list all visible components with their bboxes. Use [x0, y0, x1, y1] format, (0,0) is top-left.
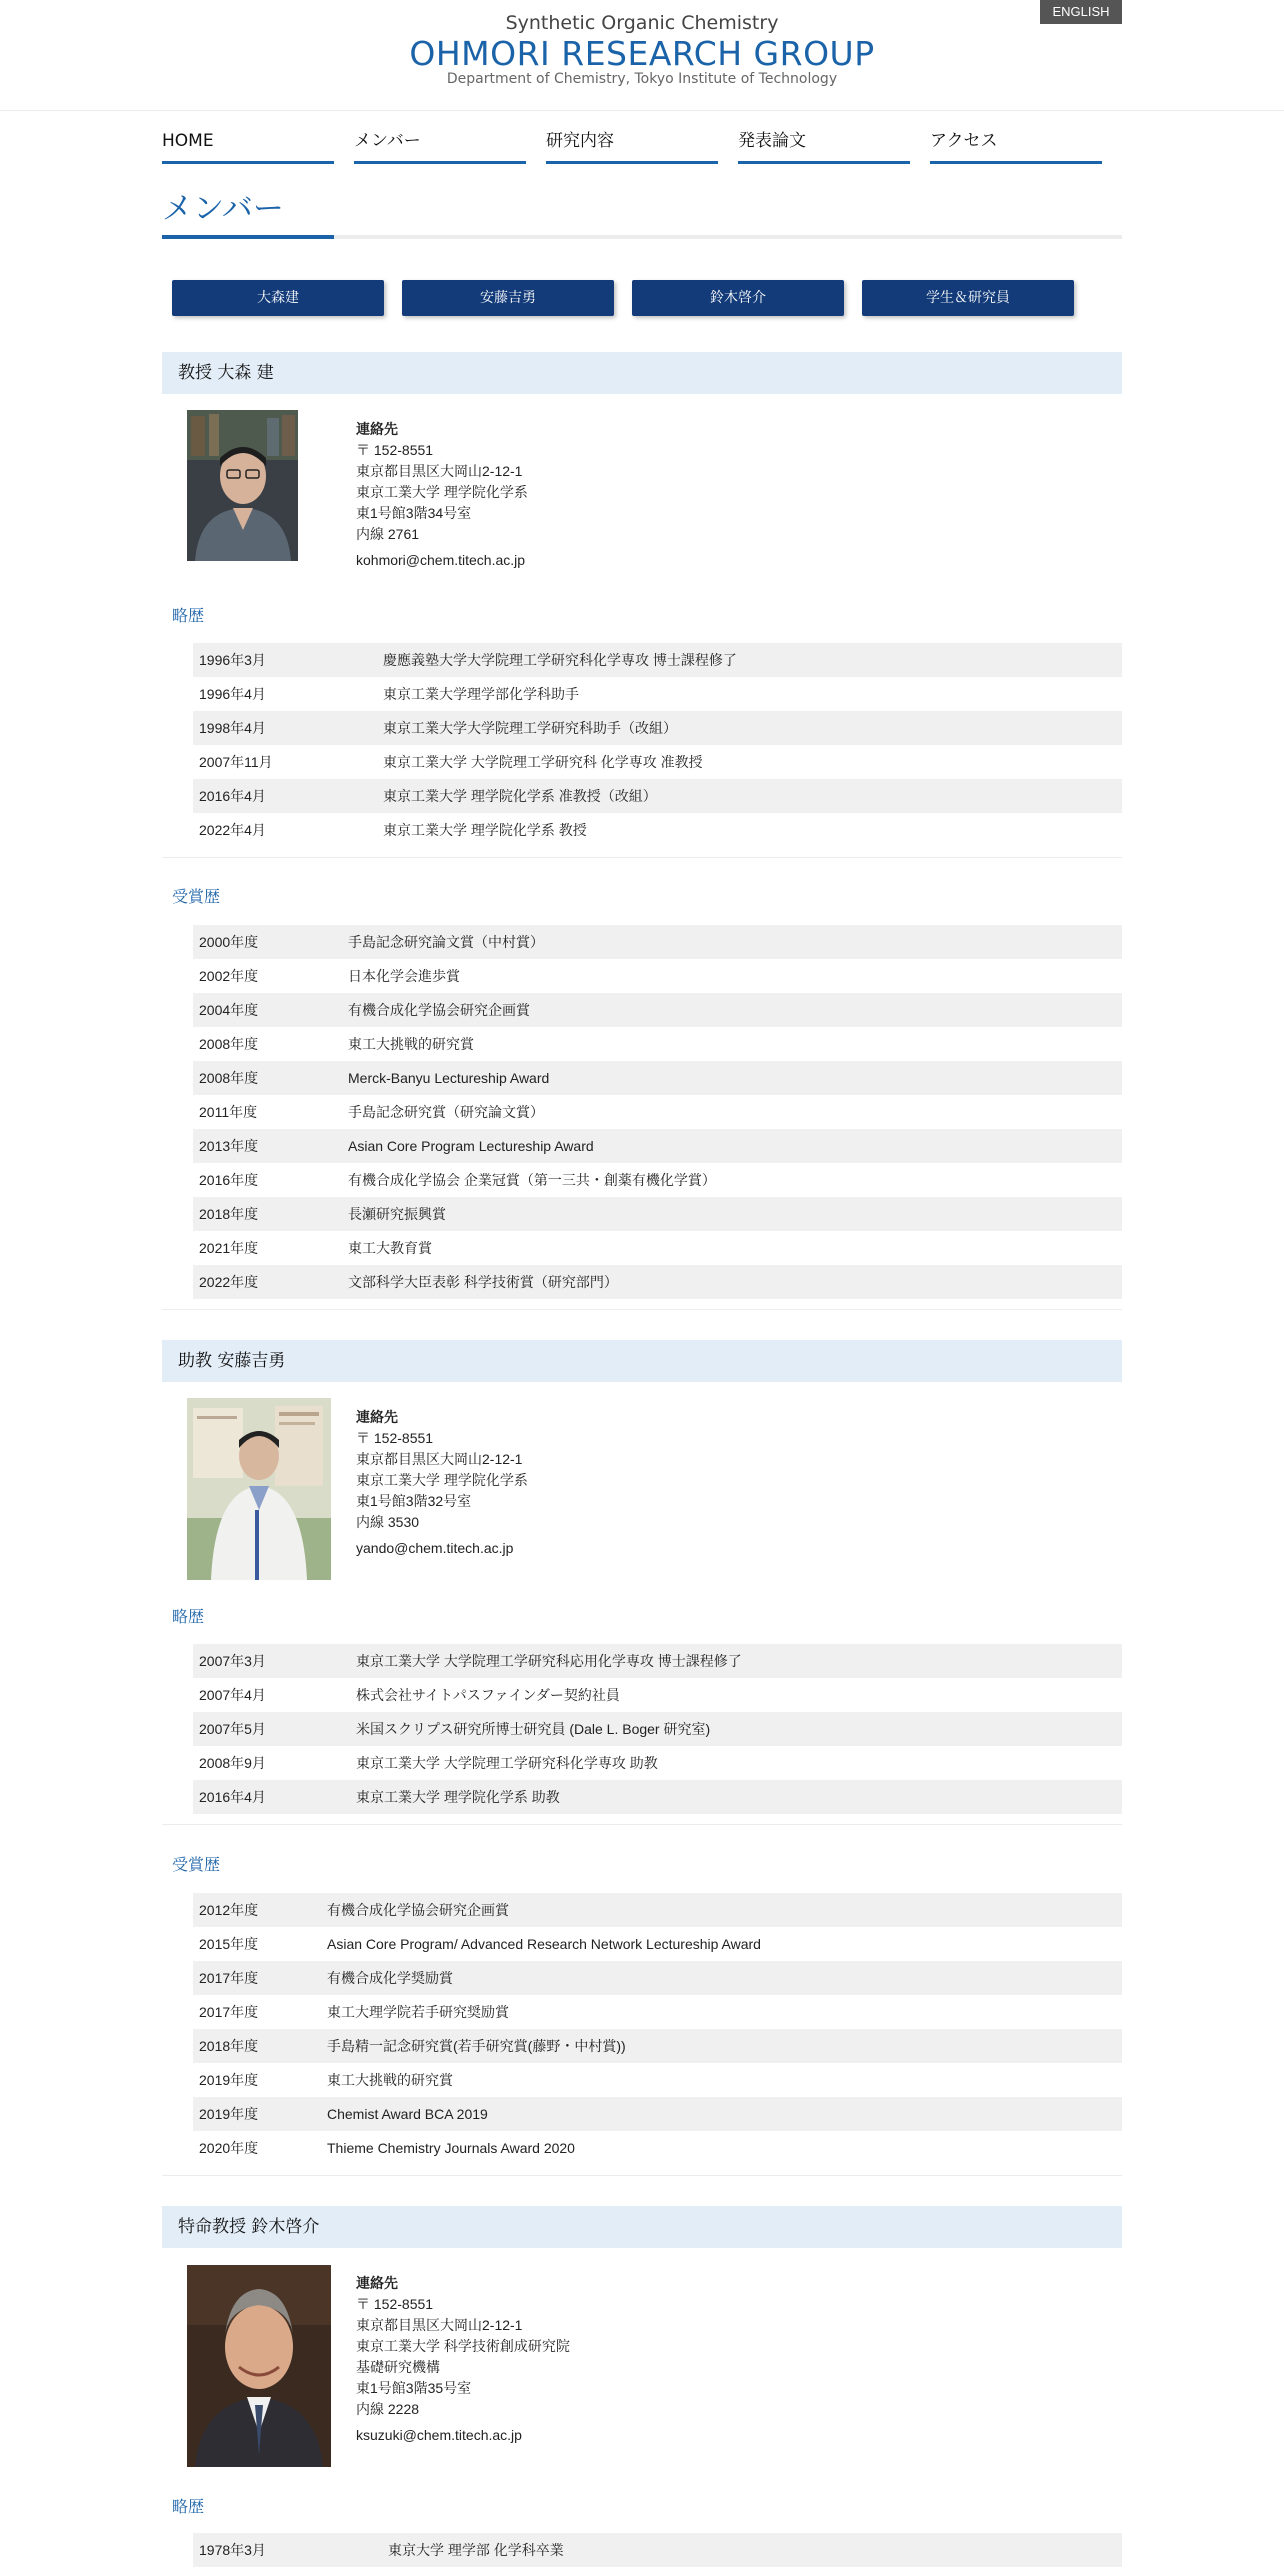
row-text: 日本化学会進歩賞	[348, 968, 460, 984]
row-text: 手島精一記念研究賞(若手研究賞(藤野・中村賞))	[327, 2038, 626, 2054]
row-date: 2020年度	[199, 2140, 259, 2156]
table-row	[193, 1027, 1122, 1061]
section-divider	[162, 1824, 1122, 1825]
table-row	[193, 813, 1122, 847]
table-row	[193, 1961, 1122, 1995]
row-text: 東京工業大学大学院理工学研究科助手（改組）	[383, 720, 677, 736]
email-link[interactable]: ksuzuki@chem.titech.ac.jp	[356, 2427, 522, 2443]
table-row	[193, 779, 1122, 813]
section-divider	[162, 857, 1122, 858]
member-tab-ohmori[interactable]: 大森建	[172, 280, 384, 316]
table-row	[193, 1746, 1122, 1780]
member-heading: 教授 大森 建	[162, 352, 1122, 394]
section-divider	[162, 1309, 1122, 1310]
contact-line: 〒 152-8551	[356, 442, 434, 458]
member-photo	[187, 2265, 331, 2467]
contact-line: 〒 152-8551	[356, 2296, 434, 2312]
row-text: 東京工業大学 大学院理工学研究科応用化学専攻 博士課程修了	[356, 1653, 742, 1669]
contact-line: 内線 2228	[356, 2401, 420, 2417]
site-title-link[interactable]: OHMORI RESEARCH GROUP	[409, 34, 875, 73]
row-text: 慶應義塾大学大学院理工学研究科化学専攻 博士課程修了	[383, 652, 737, 668]
history-heading: 略歴	[172, 606, 205, 625]
row-date: 2019年度	[199, 2106, 259, 2122]
table-row	[193, 2533, 1122, 2567]
table-row	[193, 925, 1122, 959]
row-date: 2000年度	[199, 934, 259, 950]
nav-item-access[interactable]: アクセス	[930, 128, 1102, 164]
contact-title: 連絡先	[356, 2275, 398, 2291]
contact-line: 内線 3530	[356, 1514, 420, 1530]
member-tab-suzuki[interactable]: 鈴木啓介	[632, 280, 844, 316]
row-text: 東京工業大学 理学院化学系 助教	[356, 1789, 560, 1805]
english-language-button[interactable]: ENGLISH	[1040, 0, 1122, 24]
history-heading: 略歴	[172, 1607, 205, 1626]
row-text: 長瀬研究振興賞	[348, 1206, 446, 1222]
contact-line: 東1号館3階35号室	[356, 2380, 472, 2396]
contact-line: 東1号館3階32号室	[356, 1493, 472, 1509]
contact-block	[356, 1407, 528, 1559]
contact-block	[356, 2273, 570, 2446]
contact-line: 〒 152-8551	[356, 1430, 434, 1446]
table-row	[193, 993, 1122, 1027]
row-date: 2018年度	[199, 2038, 259, 2054]
history-table	[193, 2533, 1122, 2567]
nav-item-research[interactable]: 研究内容	[546, 128, 718, 164]
contact-title: 連絡先	[356, 421, 398, 437]
row-date: 2007年3月	[199, 1653, 266, 1669]
row-date: 2022年度	[199, 1274, 259, 1290]
table-row	[193, 1678, 1122, 1712]
table-row	[193, 711, 1122, 745]
table-row	[193, 1231, 1122, 1265]
row-text: 文部科学大臣表彰 科学技術賞（研究部門）	[348, 1274, 618, 1290]
main-nav	[162, 128, 1122, 164]
row-text: 東京工業大学 大学院理工学研究科化学専攻 助教	[356, 1755, 658, 1771]
row-text: Asian Core Program/ Advanced Research Network Lectureship Award	[327, 1936, 761, 1952]
row-date: 2011年度	[199, 1104, 258, 1120]
history-table	[193, 1644, 1122, 1814]
member-heading: 特命教授 鈴木啓介	[162, 2206, 1122, 2248]
row-text: 東工大挑戦的研究賞	[327, 2072, 453, 2088]
row-text: 米国スクリプス研究所博士研究員 (Dale L. Boger 研究室)	[356, 1721, 711, 1737]
row-text: 有機合成化学協会研究企画賞	[348, 1002, 530, 1018]
row-date: 2017年度	[199, 1970, 259, 1986]
row-date: 2015年度	[199, 1936, 259, 1952]
contact-line: 基礎研究機構	[356, 2359, 440, 2375]
awards-heading: 受賞歴	[172, 1855, 221, 1874]
row-date: 2016年度	[199, 1172, 259, 1188]
row-text: 株式会社サイトパスファインダー契約社員	[356, 1687, 620, 1703]
row-text: Chemist Award BCA 2019	[327, 2106, 488, 2122]
history-heading: 略歴	[172, 2497, 205, 2516]
row-date: 2021年度	[199, 1240, 259, 1256]
table-row	[193, 1644, 1122, 1678]
row-date: 2004年度	[199, 1002, 259, 1018]
row-date: 1998年4月	[199, 720, 266, 736]
member-tab-students[interactable]: 学生＆研究員	[862, 280, 1074, 316]
department-name: Department of Chemistry, Tokyo Institute of Technology	[446, 71, 838, 87]
row-text: Merck-Banyu Lectureship Award	[348, 1070, 550, 1086]
table-row	[193, 1095, 1122, 1129]
row-text: 有機合成化学協会研究企画賞	[327, 1902, 509, 1918]
contact-block	[356, 419, 528, 571]
table-row	[193, 2063, 1122, 2097]
row-date: 2012年度	[199, 1902, 259, 1918]
contact-line: 東京都目黒区大岡山2-12-1	[356, 463, 523, 479]
row-date: 1996年3月	[199, 652, 266, 668]
member-photo	[187, 1398, 331, 1580]
page-title: メンバー	[162, 191, 284, 227]
row-date: 2008年度	[199, 1070, 259, 1086]
row-text: 東京大学 理学部 化学科卒業	[388, 2542, 564, 2558]
row-text: 東工大教育賞	[348, 1240, 432, 1256]
row-date: 2007年4月	[199, 1687, 266, 1703]
table-row	[193, 677, 1122, 711]
row-date: 2016年4月	[199, 788, 266, 804]
row-text: 東工大理学院若手研究奨励賞	[327, 2004, 509, 2020]
contact-line: 東1号館3階34号室	[356, 505, 472, 521]
nav-item-home[interactable]: HOME	[162, 128, 334, 164]
member-tab-ando[interactable]: 安藤吉勇	[402, 280, 614, 316]
row-text: 有機合成化学協会 企業冠賞（第一三共・創薬有機化学賞）	[348, 1172, 716, 1188]
contact-line: 内線 2761	[356, 526, 420, 542]
row-date: 1978年3月	[199, 2542, 266, 2558]
row-date: 2022年4月	[199, 822, 266, 838]
nav-item-members[interactable]: メンバー	[354, 128, 526, 164]
row-text: 東京工業大学 大学院理工学研究科 化学専攻 准教授	[383, 754, 703, 770]
contact-line: 東京工業大学 科学技術創成研究院	[356, 2338, 570, 2354]
table-row	[193, 1995, 1122, 2029]
contact-line: 東京都目黒区大岡山2-12-1	[356, 1451, 523, 1467]
site-header	[0, 0, 1284, 111]
row-text: 東京工業大学 理学院化学系 准教授（改組）	[383, 788, 657, 804]
contact-line: 東京工業大学 理学院化学系	[356, 1472, 528, 1488]
awards-table	[193, 925, 1122, 1299]
contact-title: 連絡先	[356, 1409, 398, 1425]
contact-line: 東京都目黒区大岡山2-12-1	[356, 2317, 523, 2333]
table-row	[193, 2097, 1122, 2131]
table-row	[193, 1893, 1122, 1927]
table-row	[193, 1061, 1122, 1095]
table-row	[193, 1163, 1122, 1197]
row-date: 2007年11月	[199, 754, 273, 770]
row-date: 1996年4月	[199, 686, 266, 702]
contact-line: 東京工業大学 理学院化学系	[356, 484, 528, 500]
table-row	[193, 643, 1122, 677]
nav-item-publications[interactable]: 発表論文	[738, 128, 910, 164]
title-accent-bar	[162, 235, 334, 239]
row-text: Asian Core Program Lectureship Award	[348, 1138, 594, 1154]
row-text: 東工大挑戦的研究賞	[348, 1036, 474, 1052]
table-row	[193, 2029, 1122, 2063]
table-row	[193, 745, 1122, 779]
table-row	[193, 1129, 1122, 1163]
row-text: 東京工業大学理学部化学科助手	[383, 686, 579, 702]
row-date: 2007年5月	[199, 1721, 266, 1737]
row-date: 2002年度	[199, 968, 259, 984]
awards-heading: 受賞歴	[172, 887, 221, 906]
table-row	[193, 2131, 1122, 2165]
section-divider	[162, 2175, 1122, 2176]
awards-table	[193, 1893, 1122, 2165]
row-date: 2013年度	[199, 1138, 259, 1154]
row-date: 2019年度	[199, 2072, 259, 2088]
row-date: 2008年9月	[199, 1755, 266, 1771]
row-date: 2016年4月	[199, 1789, 266, 1805]
member-photo	[187, 410, 298, 561]
row-date: 2008年度	[199, 1036, 259, 1052]
site-subtitle: Synthetic Organic Chemistry	[505, 12, 779, 34]
row-text: 有機合成化学奨励賞	[327, 1970, 453, 1986]
row-text: 手島記念研究論文賞（中村賞）	[348, 934, 544, 950]
row-text: Thieme Chemistry Journals Award 2020	[327, 2140, 575, 2156]
email-link[interactable]: kohmori@chem.titech.ac.jp	[356, 552, 526, 568]
table-row	[193, 1927, 1122, 1961]
table-row	[193, 1265, 1122, 1299]
table-row	[193, 959, 1122, 993]
history-table	[193, 643, 1122, 847]
table-row	[193, 1780, 1122, 1814]
row-text: 東京工業大学 理学院化学系 教授	[383, 822, 587, 838]
table-row	[193, 1712, 1122, 1746]
row-date: 2018年度	[199, 1206, 259, 1222]
email-link[interactable]: yando@chem.titech.ac.jp	[356, 1540, 514, 1556]
table-row	[193, 1197, 1122, 1231]
member-heading: 助教 安藤吉勇	[162, 1340, 1122, 1382]
row-date: 2017年度	[199, 2004, 259, 2020]
row-text: 手島記念研究賞（研究論文賞）	[348, 1104, 544, 1120]
